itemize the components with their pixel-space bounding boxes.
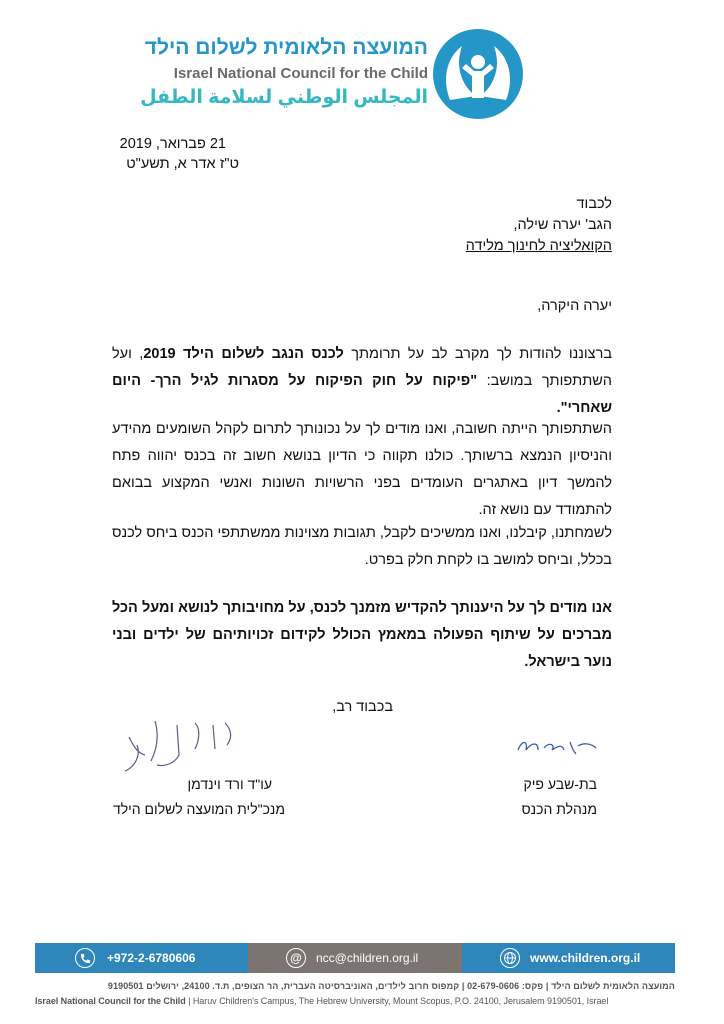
- phone-icon: [75, 948, 95, 968]
- signatory-2-title: מנכ"לית המועצה לשלום הילד: [112, 801, 285, 817]
- paragraph-feedback: [112, 520, 612, 574]
- footer-address-english: [35, 996, 675, 1006]
- date-gregorian: 21 פברואר, 2019: [119, 136, 226, 152]
- signature-vered-windman: [115, 715, 245, 775]
- footer-org-english: Israel National Council for the Child: [35, 996, 186, 1006]
- p1-text-c: , ועל השתתפותך במושב:: [112, 346, 612, 389]
- recipient-name: הגב' יערה שילה,: [513, 217, 612, 233]
- footer-email[interactable]: [248, 943, 462, 973]
- footer-email-text: ncc@children.org.il: [316, 951, 419, 965]
- p3-text: לשמחתנו, קיבלנו, ואנו ממשיכים לקבל, תגובות מצוינות ממשתתפי הכנס ביחס לכנס בכלל, וביחס למושב בו לקחת חלק בפרט.: [112, 525, 612, 568]
- paragraph-participation: [112, 416, 612, 524]
- org-name-english: Israel National Council for the Child: [173, 65, 428, 82]
- footer-phone-text: +972-2-6780606: [107, 951, 196, 965]
- signatory-1-title: מנהלת הכנס: [521, 801, 597, 817]
- signature-bat-sheva-pik: [512, 732, 602, 760]
- at-sign-icon: @: [286, 948, 306, 968]
- recipient-organization: הקואליציה לחינוך מלידה: [465, 238, 612, 254]
- footer-phone[interactable]: [35, 943, 248, 973]
- p4-text: אנו מודים לך על היענותך להקדיש מזמנך לכנס, על מחויבותך לנושא ומעל הכל מברכים על שיתוף הפעולה במאמץ הכולל לקידום זכויותיהם של ילדים ובני נוער בישראל.: [112, 600, 612, 670]
- signatory-2-name: עו"ד ורד וינדמן: [187, 776, 272, 792]
- p1-session-title: "פיקוח על חוק הפיקוח על מסגרות לגיל הרך- היום שאחרי".: [112, 373, 612, 416]
- org-name-arabic: المجلس الوطني لسلامة الطفل: [140, 87, 428, 108]
- paragraph-thanks: [112, 341, 612, 422]
- recipient-honorific: לכבוד: [576, 196, 612, 212]
- footer-contact-bar: [35, 943, 675, 973]
- closing: בכבוד רב,: [332, 699, 393, 715]
- org-name-hebrew: המועצה הלאומית לשלום הילד: [144, 36, 428, 59]
- footer-website[interactable]: [462, 943, 675, 973]
- child-with-hands-logo-icon: [432, 28, 524, 120]
- footer-address-hebrew: המועצה הלאומית לשלום הילד | פקס: 02-679-0606 | קמפוס חרוב לילדים, האוניברסיטה העברית, הר הצופים, ת.ד. 24100, ירושלים 9190501: [107, 981, 675, 991]
- signatory-1-name: בת-שבע פיק: [523, 776, 597, 792]
- footer-website-text: www.children.org.il: [530, 951, 641, 965]
- date-hebrew: ט"ז אדר א, תשע"ט: [126, 156, 239, 172]
- salutation: יערה היקרה,: [537, 298, 612, 314]
- p1-conference-name: לכנס הנגב לשלום הילד 2019: [143, 346, 344, 362]
- footer-address-english-text: | Haruv Children's Campus, The Hebrew University, Mount Scopus, P.O. 24100, Jerusalem 9190501, Israel: [185, 996, 609, 1006]
- paragraph-gratitude: [112, 595, 612, 676]
- p1-text-a: ברצוננו להודות לך מקרב לב על תרומתך: [343, 346, 612, 362]
- p2-text: השתתפותך הייתה חשובה, ואנו מודים לך על נכונותך לתרום לקהל השומעים מהידע והניסיון הנמצא ברשותך. כולנו תקווה כי הדיון בנושא חשוב זה בכנס יהווה פתח להמשך דיון באתגרים העומדים בפני הרשויות השונות ואנשי המקצוע בבואם להתמודד עם נושא זה.: [112, 421, 612, 518]
- globe-icon: [500, 948, 520, 968]
